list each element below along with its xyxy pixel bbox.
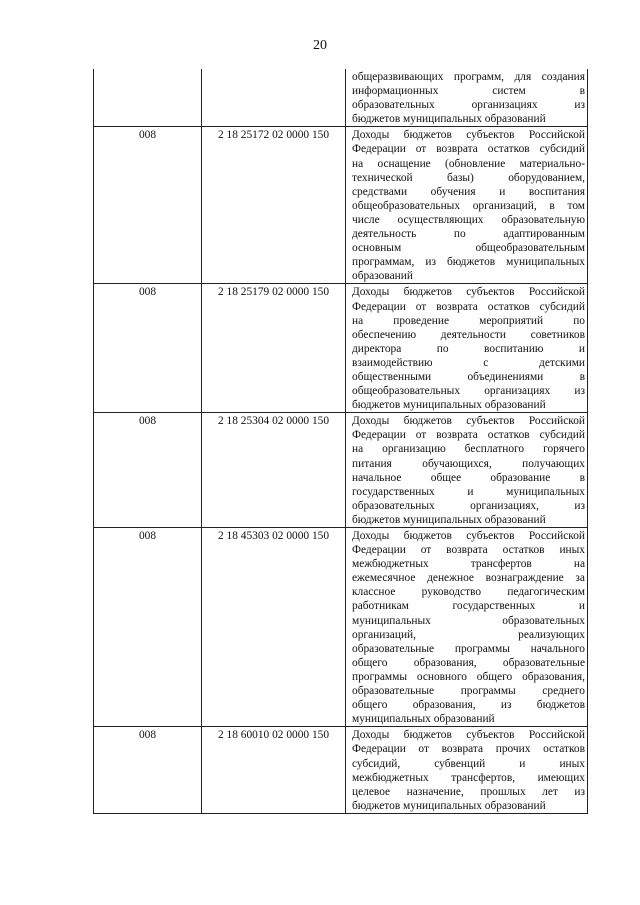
table-row [93,127,588,284]
revenue-name-line: субсидий, субвенций и иных [352,757,585,770]
revenue-name-line: общего образования, из бюджетов [352,699,585,712]
revenue-name-line: деятельность по адаптированным [352,228,585,241]
revenue-name-line: бюджетов муниципальных образований [352,513,546,526]
revenue-name-line: Федерации от возврата остатков субсидий [352,300,585,313]
revenue-name-cell [346,69,587,126]
revenue-name-line: Федерации от возврата остатков субсидий [352,429,585,442]
table-row [93,413,588,528]
budget-classification-code-cell: 2 18 25304 02 0000 150 [202,413,346,527]
revenue-name-line: на оснащение (обновление материально- [352,157,585,170]
revenue-name-line: целевое назначение, прошлых лет из [352,785,585,798]
revenue-name-line: организаций, реализующих [352,628,585,641]
revenue-name-line: на проведение мероприятий по [352,314,585,327]
administrator-code-cell: 008 [94,528,202,726]
revenue-name-line: бюджетов муниципальных образований [352,399,546,412]
revenue-name-line: образовательных организациях из [352,99,585,112]
budget-classification-code-cell: 2 18 60010 02 0000 150 [202,727,346,813]
revenue-name-line: технической базы) оборудованием, [352,171,585,184]
revenue-name-line: классное руководство педагогическим [352,586,585,599]
revenue-name-line: муниципальных образовательных [352,614,585,627]
revenue-name-line: общественными объединениями в [352,370,585,383]
revenue-name-line: общеразвивающих программ, для создания [352,71,585,83]
revenue-name-line: основным общеобразовательным [352,242,585,255]
budget-classification-code-cell: 2 18 25179 02 0000 150 [202,284,346,412]
revenue-name-line: образований [352,270,413,283]
page-number: 20 [313,38,327,53]
revenue-name-line: Федерации от возврата остатков субсидий [352,143,585,156]
administrator-code-cell: 008 [94,127,202,283]
revenue-name-line: Доходы бюджетов субъектов Российской [352,129,585,142]
revenue-code-table [93,69,588,814]
revenue-name-line: начальное общее образование в [352,471,585,484]
revenue-name-line: Доходы бюджетов субъектов Российской [352,530,585,542]
table-row [93,69,588,127]
revenue-name-line: Доходы бюджетов субъектов Российской [352,415,585,428]
revenue-name-line: бюджетов муниципальных образований [352,113,546,126]
revenue-name-line: образовательные программы среднего [352,685,585,698]
revenue-name-line: программам, из бюджетов муниципальных [352,256,585,269]
revenue-name-line: информационных систем в [352,85,585,98]
revenue-name-cell [346,127,587,283]
revenue-name-line: Доходы бюджетов субъектов Российской [352,286,585,299]
revenue-name-line: работникам государственных и [352,600,585,613]
revenue-name-line: общего образования, образовательные [352,656,585,669]
revenue-name-line: Федерации от возврата прочих остатков [352,743,585,756]
revenue-name-line: образовательные программы начального [352,642,585,655]
revenue-name-line: государственных и муниципальных [352,485,585,498]
budget-classification-code-cell: 2 18 45303 02 0000 150 [202,528,346,726]
revenue-name-line: питания обучающихся, получающих [352,457,585,470]
revenue-name-cell [346,727,587,813]
revenue-name-line: межбюджетных трансфертов на [352,558,585,571]
revenue-name-line: директора по воспитанию и [352,342,585,355]
revenue-name-line: общеобразовательных организаций, в том [352,199,585,212]
administrator-code-cell [94,69,202,126]
revenue-name-line: Федерации от возврата остатков иных [352,544,585,557]
revenue-name-line: бюджетов муниципальных образований [352,799,546,812]
table-row [93,284,588,413]
table-row [93,727,588,814]
administrator-code-cell: 008 [94,413,202,527]
budget-classification-code-cell [202,69,346,126]
revenue-name-line: ежемесячное денежное вознаграждение за [352,572,585,585]
revenue-name-line: на организацию бесплатного горячего [352,443,585,456]
administrator-code-cell: 008 [94,727,202,813]
revenue-name-line: взаимодействию с детскими [352,356,585,369]
revenue-name-line: межбюджетных трансфертов, имеющих [352,771,585,784]
administrator-code-cell: 008 [94,284,202,412]
revenue-name-line: программы основного общего образования, [352,670,585,683]
revenue-name-line: средствами обучения и воспитания [352,185,585,198]
revenue-name-line: муниципальных образований [352,713,495,726]
revenue-name-line: общеобразовательных организациях из [352,385,585,398]
revenue-name-line: обеспечению деятельности советников [352,328,585,341]
revenue-name-line: Доходы бюджетов субъектов Российской [352,729,585,742]
revenue-name-cell [346,528,587,726]
revenue-name-line: числе осуществляющих образовательную [352,213,585,226]
revenue-name-cell [346,413,587,527]
revenue-name-cell [346,284,587,412]
revenue-name-line: образовательных организациях, из [352,499,585,512]
budget-classification-code-cell: 2 18 25172 02 0000 150 [202,127,346,283]
table-row [93,528,588,727]
